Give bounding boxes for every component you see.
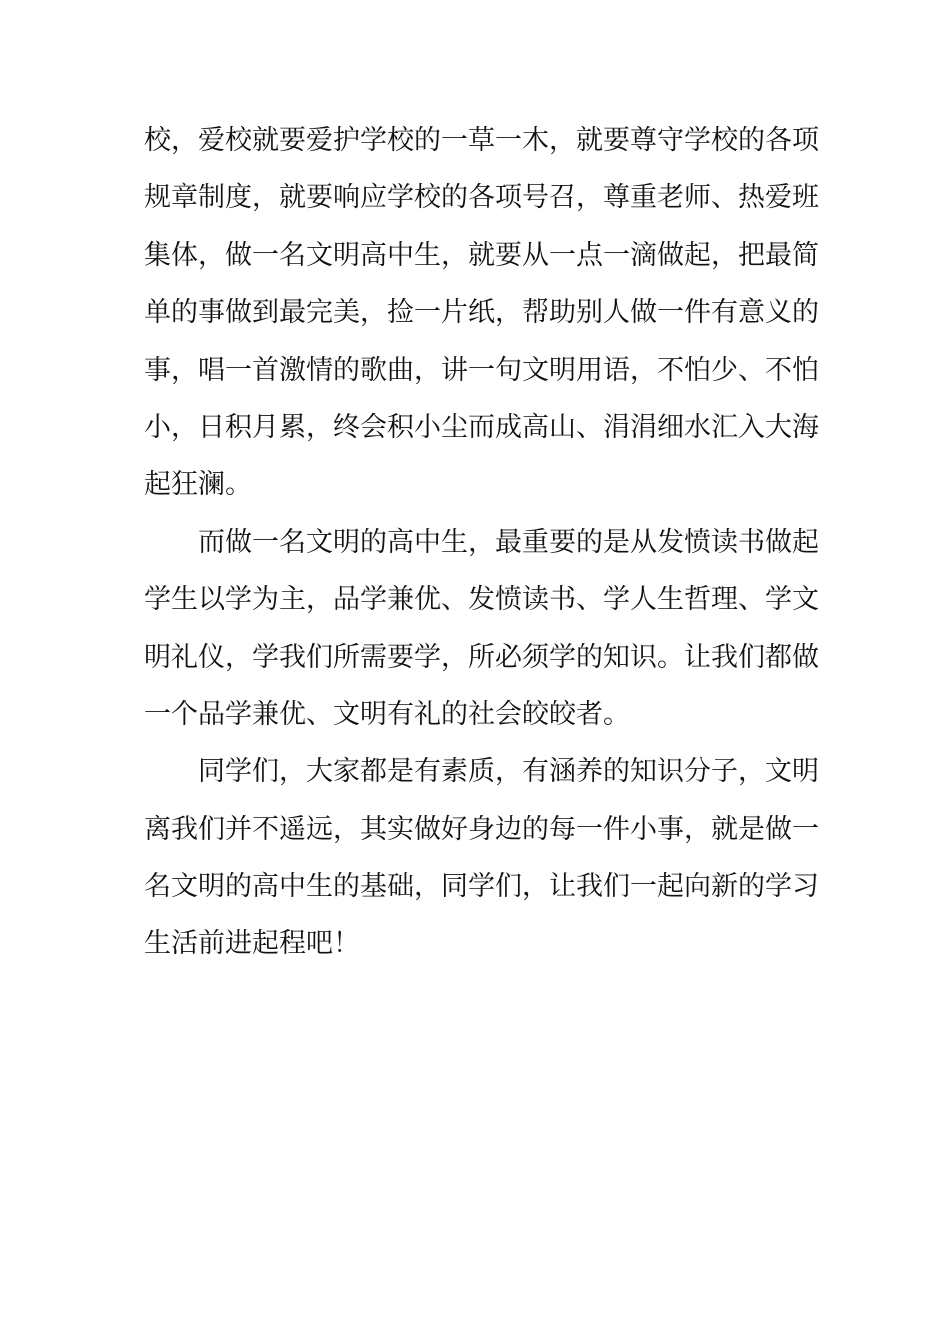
paragraph-3 <box>144 743 819 973</box>
text-line: 明礼仪，学我们所需要学，所必须学的知识。让我们都做 <box>144 641 819 673</box>
text-line: 离我们并不遥远，其实做好身边的每一件小事，就是做一 <box>144 813 819 845</box>
text-line: 事，唱一首激情的歌曲，讲一句文明用语，不怕少、不怕 <box>144 354 819 386</box>
document-body <box>144 112 819 973</box>
text-line: 生活前进起程吧！ <box>144 928 360 960</box>
text-line: 起狂澜。 <box>144 469 252 501</box>
text-line: 规章制度，就要响应学校的各项号召，尊重老师、热爱班 <box>144 182 819 214</box>
text-line: 同学们，大家都是有素质，有涵养的知识分子，文明 <box>198 756 819 788</box>
text-line: 一个品学兼优、文明有礼的社会皎皎者。 <box>144 698 630 730</box>
text-line: 名文明的高中生的基础，同学们，让我们一起向新的学习 <box>144 871 819 903</box>
text-line: 学生以学为主，品学兼优、发愤读书、学人生哲理、学文 <box>144 584 819 616</box>
text-line: 集体，做一名文明高中生，就要从一点一滴做起，把最简 <box>144 239 819 271</box>
text-line: 校，爱校就要爱护学校的一草一木，就要尊守学校的各项 <box>144 125 819 156</box>
text-line: 而做一名文明的高中生，最重要的是从发愤读书做起 <box>198 526 819 558</box>
text-line: 小，日积月累，终会积小尘而成高山、涓涓细水汇入大海 <box>144 411 819 443</box>
text-line: 单的事做到最完美，捡一片纸，帮助别人做一件有意义的 <box>144 297 819 329</box>
paragraph-2 <box>144 514 819 744</box>
paragraph-1 <box>144 112 819 514</box>
